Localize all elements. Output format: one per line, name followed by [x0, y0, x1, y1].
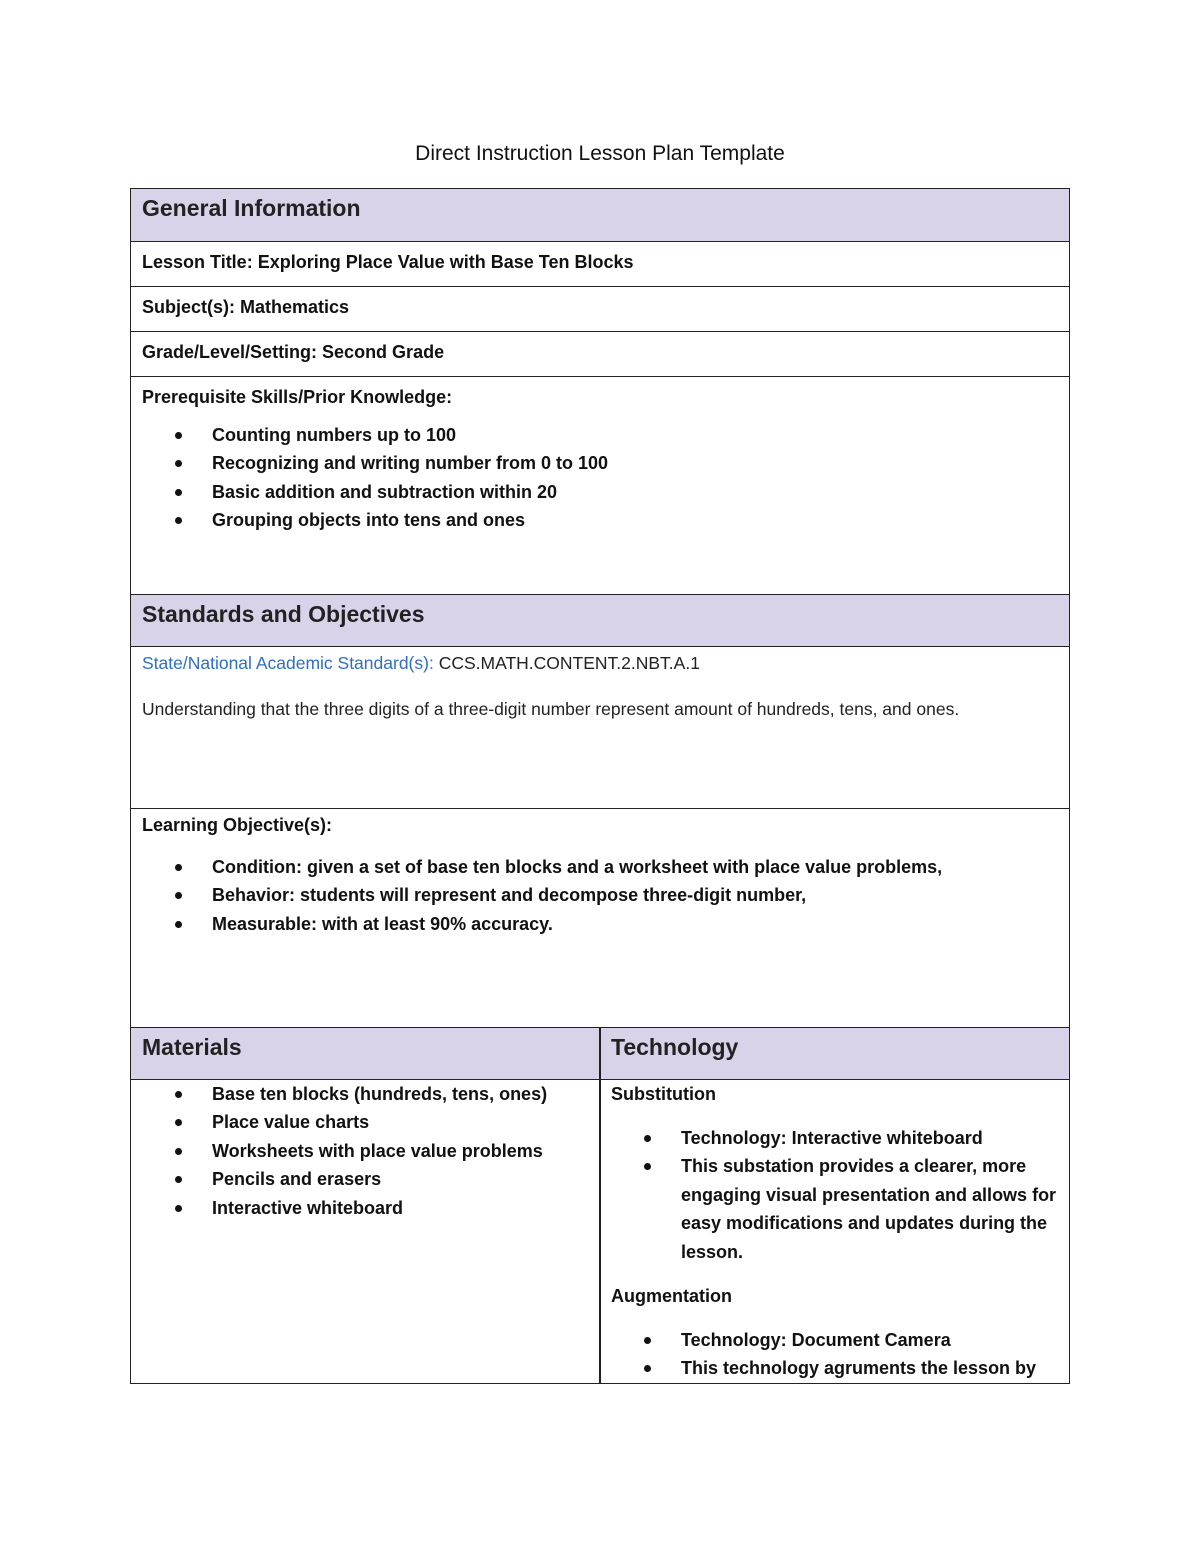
substitution-label: Substitution [611, 1084, 716, 1104]
materials-cell [131, 1027, 599, 1383]
list-item: Basic addition and subtraction within 20 [131, 478, 608, 506]
lesson-plan-table [130, 188, 1070, 1384]
substitution-list [600, 1124, 1060, 1266]
technology-cell [600, 1027, 1070, 1383]
general-info-heading: General Information [142, 195, 361, 221]
general-info-header [131, 189, 1069, 242]
list-item: Measurable: with at least 90% accuracy. [131, 910, 942, 938]
prerequisite-row [131, 377, 1069, 595]
subject: Subject(s): Mathematics [142, 297, 350, 317]
list-item: This technology agruments the lesson by [600, 1354, 1060, 1382]
list-item: Counting numbers up to 100 [131, 421, 608, 449]
list-item: Recognizing and writing number from 0 to 100 [131, 449, 608, 477]
augmentation-label: Augmentation [611, 1286, 732, 1306]
standards-header [131, 595, 1069, 647]
grade-level: Grade/Level/Setting: Second Grade [142, 342, 445, 362]
list-item: Worksheets with place value problems [131, 1137, 547, 1165]
objective-row [131, 809, 1069, 1028]
objective-list [131, 853, 942, 938]
grade-row [131, 332, 1069, 377]
list-item: Base ten blocks (hundreds, tens, ones) [131, 1080, 547, 1108]
standard-code: CCS.MATH.CONTENT.2.NBT.A.1 [433, 653, 700, 673]
standards-heading: Standards and Objectives [142, 601, 425, 627]
list-item: This substation provides a clearer, more engaging visual presentation and allows for easy modifications and updates during the lesson. [600, 1152, 1060, 1266]
list-item: Technology: Interactive whiteboard [600, 1124, 1060, 1152]
list-item: Technology: Document Camera [600, 1326, 1060, 1354]
augmentation-list [600, 1326, 1060, 1383]
list-item: Place value charts [131, 1108, 547, 1136]
standard-label: State/National Academic Standard(s): [142, 653, 434, 673]
standard-row [131, 647, 1069, 809]
technology-heading: Technology [611, 1034, 739, 1060]
standard-description: Understanding that the three digits of a three-digit number represent amount of hundreds, tens, and ones. [142, 699, 960, 719]
list-item: Interactive whiteboard [131, 1194, 547, 1222]
prerequisite-list [131, 421, 608, 535]
objective-label: Learning Objective(s): [142, 815, 333, 835]
lesson-title: Lesson Title: Exploring Place Value with Base Ten Blocks [142, 252, 634, 272]
list-item: Grouping objects into tens and ones [131, 506, 608, 534]
list-item: Behavior: students will represent and decompose three-digit number, [131, 881, 942, 909]
materials-heading: Materials [142, 1034, 242, 1060]
prerequisite-label: Prerequisite Skills/Prior Knowledge: [142, 387, 453, 407]
materials-list [131, 1080, 547, 1222]
lesson-title-row [131, 242, 1069, 287]
document-title: Direct Instruction Lesson Plan Template [415, 142, 785, 165]
list-item: Condition: given a set of base ten blocks and a worksheet with place value problems, [131, 853, 942, 881]
standard-line [142, 653, 700, 674]
subject-row [131, 287, 1069, 332]
list-item: Pencils and erasers [131, 1165, 547, 1193]
